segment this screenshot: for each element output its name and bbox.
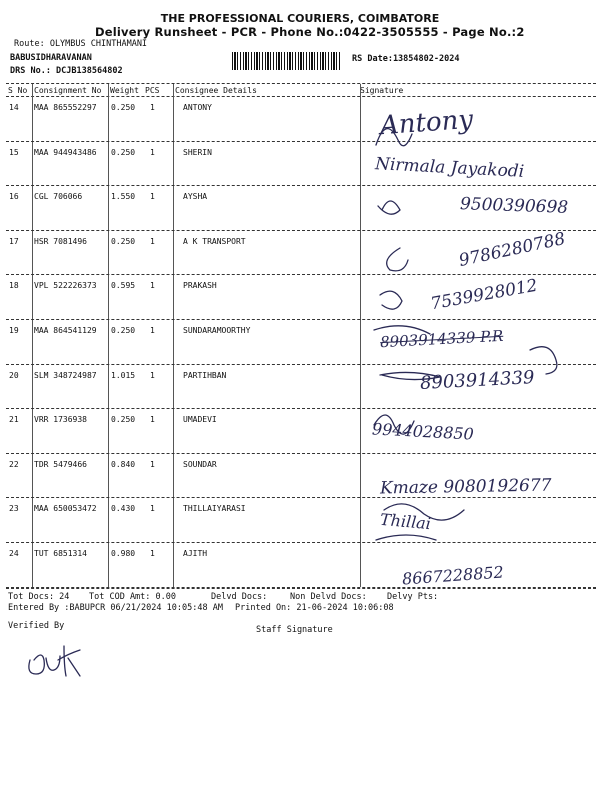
row-serial-number: 23 bbox=[9, 504, 19, 514]
column-divider bbox=[173, 84, 174, 587]
total-docs: Tot Docs: 24 bbox=[8, 592, 70, 602]
row-pieces: 1 bbox=[150, 147, 155, 157]
row-weight: 0.250 bbox=[111, 415, 136, 425]
row-pieces: 1 bbox=[150, 192, 155, 202]
runsheet-subtitle: Delivery Runsheet - PCR - Phone No.:0422-3505555 - Page No.:2 bbox=[95, 25, 525, 39]
signature-row-20: 8903914339 bbox=[419, 367, 536, 394]
row-serial-number: 18 bbox=[9, 281, 19, 291]
entered-by: Entered By :BABUPCR 06/21/2024 10:05:48 AM bbox=[8, 603, 223, 613]
col-header-weight: Weight bbox=[110, 86, 139, 95]
signature-row-21: 9944028850 bbox=[371, 419, 475, 444]
delivery-points: Delvy Pts: bbox=[387, 592, 439, 602]
row-serial-number: 19 bbox=[9, 326, 19, 335]
row-pieces: 1 bbox=[150, 370, 155, 380]
col-header-pcs: PCS bbox=[145, 86, 160, 95]
column-divider bbox=[108, 84, 109, 587]
drs-number: DRS No.: DCJB138564802 bbox=[10, 66, 123, 76]
row-pieces: 1 bbox=[150, 103, 155, 112]
row-serial-number: 20 bbox=[9, 370, 19, 380]
delivered-docs: Delvd Docs: bbox=[211, 592, 268, 602]
row-serial-number: 24 bbox=[9, 549, 19, 558]
signature-row-14: Antony bbox=[379, 104, 474, 142]
staff-signature-label: Staff Signature bbox=[256, 625, 333, 635]
row-consignment-number: HSR 7081496 bbox=[34, 236, 87, 246]
barcode bbox=[232, 52, 340, 70]
row-consignment-number: MAA 865552297 bbox=[34, 103, 97, 112]
row-pieces: 1 bbox=[150, 236, 155, 246]
signature-row-24: 8667228852 bbox=[401, 562, 505, 589]
row-consignment-number: VRR 1736938 bbox=[34, 415, 87, 425]
total-cod-amount: Tot COD Amt: 0.00 bbox=[89, 592, 176, 602]
row-pieces: 1 bbox=[150, 549, 155, 558]
signature-row-17: 9786280788 bbox=[457, 228, 568, 272]
row-consignment-number: VPL 522226373 bbox=[34, 281, 97, 291]
row-serial-number: 21 bbox=[9, 415, 19, 425]
row-pieces: 1 bbox=[150, 281, 155, 291]
col-header-consignment: Consignment No bbox=[34, 86, 102, 95]
row-pieces: 1 bbox=[150, 326, 155, 335]
row-consignee-name: THILLAIYARASI bbox=[183, 504, 246, 514]
verified-signature bbox=[20, 640, 90, 685]
verified-by-label: Verified By bbox=[8, 621, 65, 631]
row-consignment-number: SLM 348724987 bbox=[34, 370, 97, 380]
row-consignee-name: SOUNDAR bbox=[183, 459, 217, 469]
row-consignment-number: TUT 6851314 bbox=[34, 549, 87, 558]
signature-row-19: 8903914339 P.R bbox=[379, 326, 504, 352]
signature-row-22: Kmaze 9080192677 bbox=[379, 475, 552, 499]
row-pieces: 1 bbox=[150, 459, 155, 469]
row-pieces: 1 bbox=[150, 415, 155, 425]
rs-date: RS Date:13854802-2024 bbox=[352, 54, 460, 64]
signature-scribbles bbox=[370, 100, 600, 580]
row-serial-number: 22 bbox=[9, 459, 19, 469]
non-delivered-docs: Non Delvd Docs: bbox=[290, 592, 367, 602]
table-bottom-divider bbox=[6, 588, 596, 589]
row-weight: 0.250 bbox=[111, 326, 136, 335]
row-weight: 0.250 bbox=[111, 236, 136, 246]
row-consignee-name: AYSHA bbox=[183, 192, 208, 202]
col-header-signature: Signature bbox=[360, 86, 404, 95]
column-divider bbox=[360, 84, 361, 587]
row-pieces: 1 bbox=[150, 504, 155, 514]
row-serial-number: 16 bbox=[9, 192, 19, 202]
row-consignment-number: TDR 5479466 bbox=[34, 459, 87, 469]
row-serial-number: 14 bbox=[9, 103, 19, 112]
row-weight: 0.250 bbox=[111, 147, 136, 157]
row-consignment-number: MAA 944943486 bbox=[34, 147, 97, 157]
col-header-consignee: Consignee Details bbox=[175, 86, 257, 95]
row-consignment-number: CGL 706066 bbox=[34, 192, 83, 202]
row-weight: 0.980 bbox=[111, 549, 136, 558]
row-serial-number: 15 bbox=[9, 147, 19, 157]
signature-row-23: Thillai bbox=[379, 509, 432, 534]
row-weight: 0.430 bbox=[111, 504, 136, 514]
row-weight: 0.840 bbox=[111, 459, 136, 469]
table-top-divider bbox=[6, 83, 596, 84]
row-consignee-name: UMADEVI bbox=[183, 415, 217, 425]
row-serial-number: 17 bbox=[9, 236, 19, 246]
row-consignment-number: MAA 864541129 bbox=[34, 326, 97, 335]
row-weight: 0.595 bbox=[111, 281, 136, 291]
row-weight: 0.250 bbox=[111, 103, 136, 112]
signature-row-16: 9500390698 bbox=[459, 194, 569, 218]
table-header-divider bbox=[6, 96, 596, 97]
row-consignee-name: PARTIHBAN bbox=[183, 370, 227, 380]
row-consignee-name: ANTONY bbox=[183, 103, 212, 112]
row-weight: 1.550 bbox=[111, 192, 136, 202]
col-header-sno: S No bbox=[8, 86, 28, 95]
signature-row-15: Nirmala Jayakodi bbox=[374, 154, 525, 182]
row-consignee-name: A K TRANSPORT bbox=[183, 236, 246, 246]
row-consignee-name: AJITH bbox=[183, 549, 208, 558]
row-consignee-name: PRAKASH bbox=[183, 281, 217, 291]
company-title: THE PROFESSIONAL COURIERS, COIMBATORE bbox=[160, 12, 440, 25]
delivery-boy-label: BABUSIDHARAVANAN bbox=[10, 53, 92, 63]
row-weight: 1.015 bbox=[111, 370, 136, 380]
row-consignee-name: SUNDARAMOORTHY bbox=[183, 326, 251, 335]
row-consignee-name: SHERIN bbox=[183, 147, 212, 157]
column-divider bbox=[32, 84, 33, 587]
row-consignment-number: MAA 650053472 bbox=[34, 504, 97, 514]
printed-on: Printed On: 21-06-2024 10:06:08 bbox=[235, 603, 394, 613]
route-label: Route: OLYMBUS CHINTHAMANI bbox=[14, 39, 148, 49]
signature-row-18: 7539928012 bbox=[429, 275, 540, 315]
